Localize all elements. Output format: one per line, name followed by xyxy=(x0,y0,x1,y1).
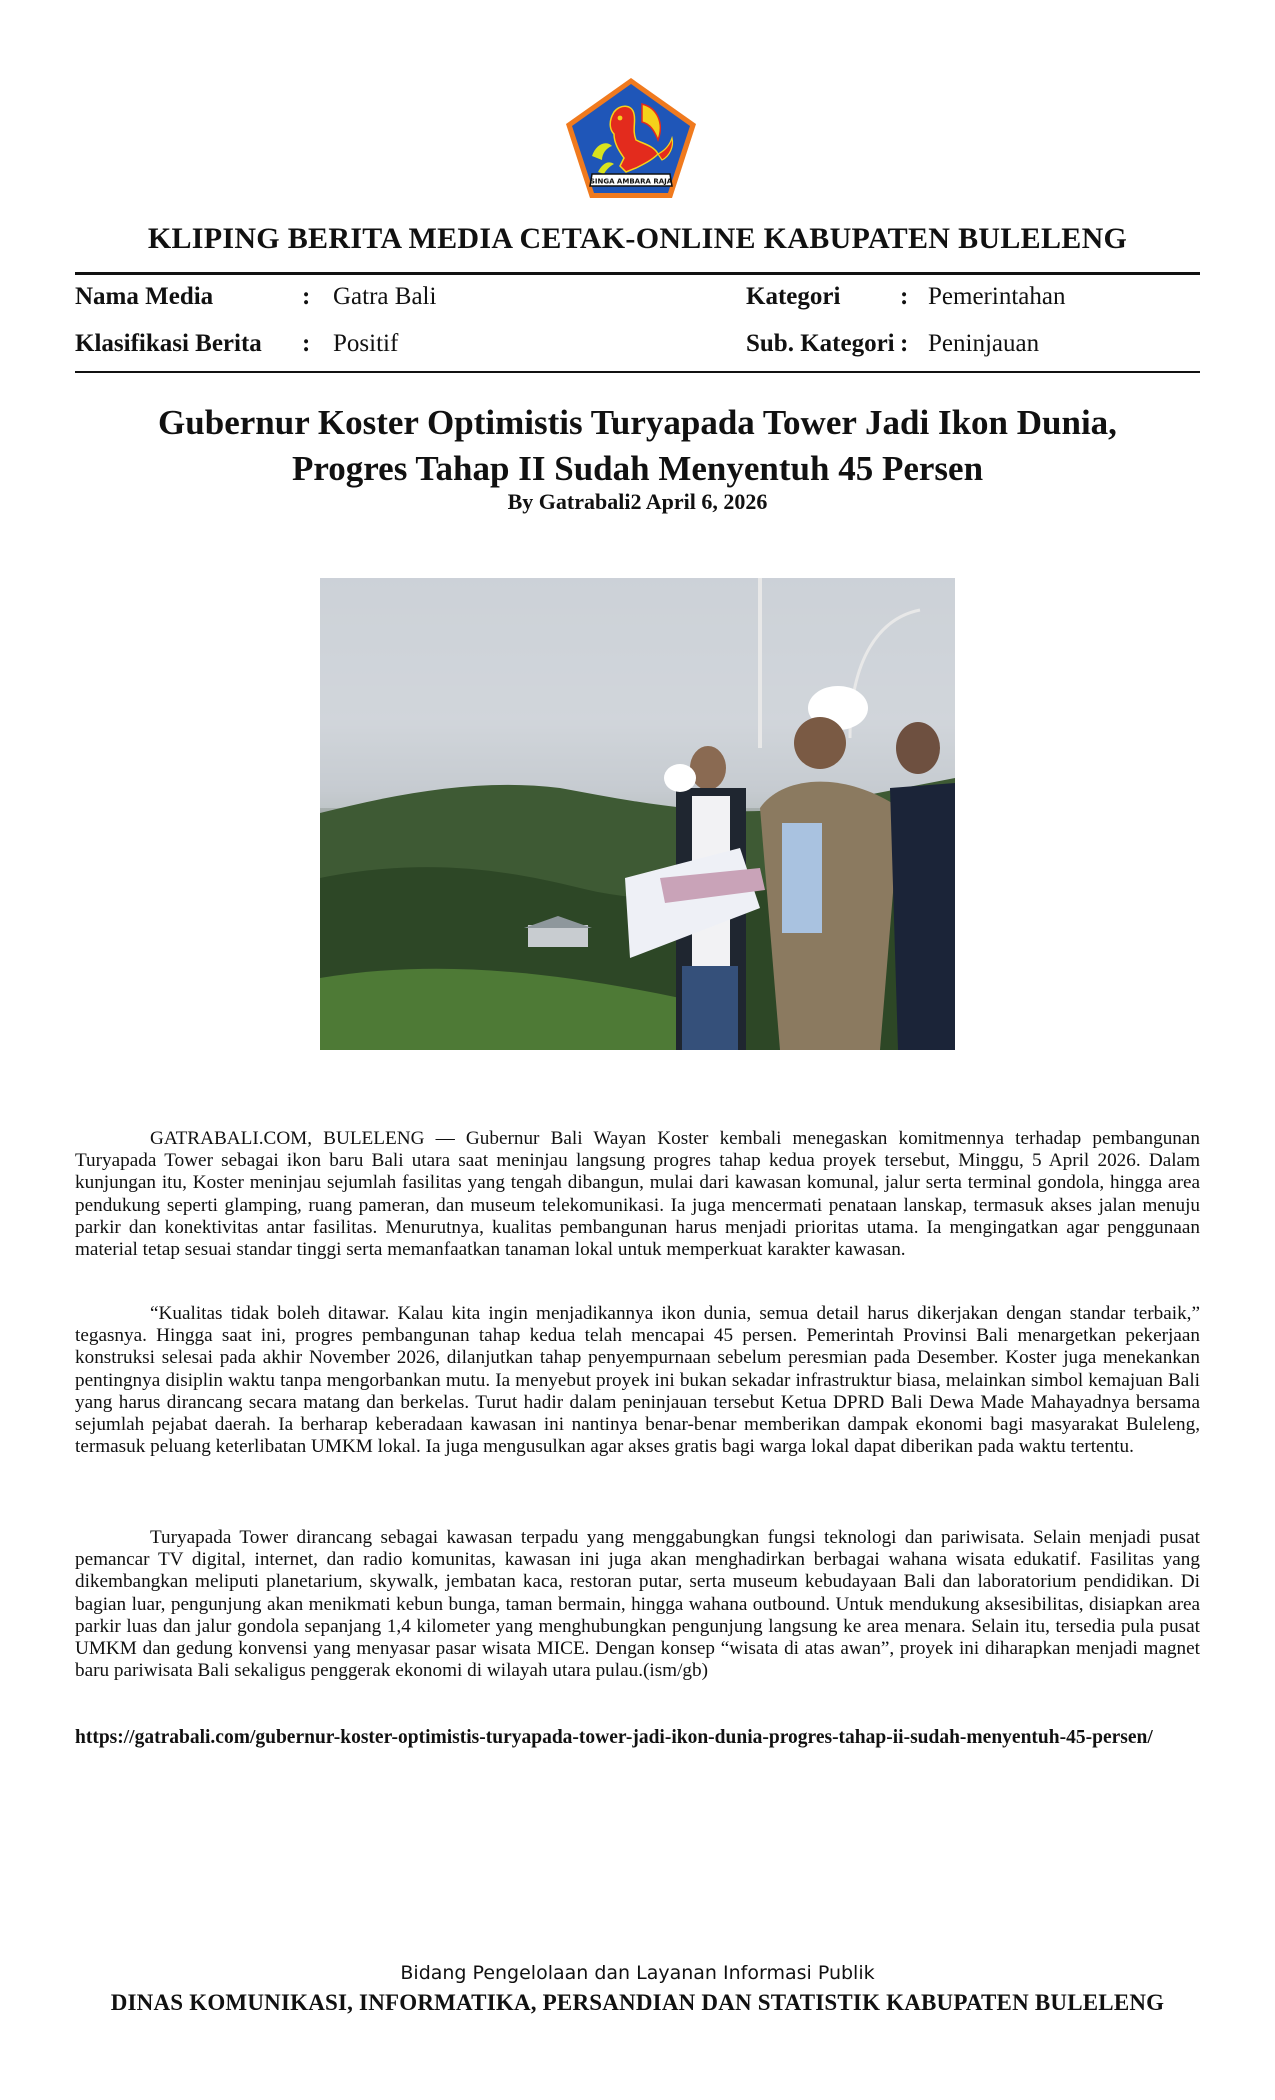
meta-value: Peninjauan xyxy=(928,330,1040,357)
header-divider-bottom xyxy=(75,371,1200,373)
meta-label: Kategori xyxy=(746,283,841,310)
header-divider-top xyxy=(75,272,1200,275)
article-paragraph-text: GATRABALI.COM, BULELENG — Gubernur Bali Wayan Koster kembali menegaskan komitmennya terhadap pembangunan Turyapada Tower sebagai ikon baru Bali utara saat meninjau langsung progres tahap kedua proyek tersebut, Minggu, 5 April 2026. Dalam kunjungan itu, Koster meninjau sejumlah fasilitas yang tengah dibangun, mulai dari kawasan komunal, jalur serta terminal gondola, hingga area pendukung seperti glamping, ruang pameran, dan museum telekomunikasi. Ia juga mencermati penataan lanskap, termasuk akses jalan menuju parkir dan konektivitas antar fasilitas. Menurutnya, kualitas pembangunan harus menjadi prioritas utama. Ia mengingatkan agar penggunaan material tetap sesuai standar tinggi serta memanfaatkan tanaman lokal untuk memperkuat karakter kawasan. xyxy=(75,1128,1200,1261)
article-title-line: Gubernur Koster Optimistis Turyapada Tower Jadi Ikon Dunia, xyxy=(158,403,1117,442)
article-paragraph xyxy=(75,1128,1200,1261)
article-photo xyxy=(320,578,955,1050)
buleleng-crest-logo xyxy=(562,74,700,202)
meta-colon: : xyxy=(900,283,909,310)
buleleng-crest-icon xyxy=(562,74,700,202)
article-paragraph xyxy=(75,1527,1200,1682)
article-title xyxy=(100,400,1175,492)
meta-label: Klasifikasi Berita xyxy=(75,330,262,357)
meta-label: Nama Media xyxy=(75,283,214,310)
meta-colon: : xyxy=(302,283,311,310)
meta-colon: : xyxy=(302,330,311,357)
logo-motto: SINGA AMBARA RAJA xyxy=(589,177,673,186)
meta-colon: : xyxy=(900,330,909,357)
meta-value: Pemerintahan xyxy=(928,283,1066,310)
meta-label: Sub. Kategori xyxy=(746,330,895,357)
source-url-link[interactable]: https://gatrabali.com/gubernur-koster-optimistis-turyapada-tower-jadi-ikon-dunia-progres-tahap-ii-sudah-menyentuh-45-persen/ xyxy=(75,1727,1153,1748)
meta-value: Positif xyxy=(333,330,399,357)
article-paragraph-text: Turyapada Tower dirancang sebagai kawasan terpadu yang menggabungkan fungsi teknologi dan pariwisata. Selain menjadi pusat pemancar TV digital, internet, dan radio komunitas, kawasan ini juga akan menghadirkan berbagai wahana wisata edukatif. Fasilitas yang dikembangkan meliputi planetarium, skywalk, jembatan kaca, restoran putar, serta museum kebudayaan Bali dan laboratorium pendidikan. Di bagian luar, pengunjung akan menikmati kebun bunga, taman bermain, hingga wahana outbound. Untuk mendukung aksesibilitas, disiapkan area parkir luas dan jalur gondola sepanjang 1,4 kilometer yang menghubungkan pengunjung langsung ke area menara. Selain itu, tersedia pula pusat UMKM dan gedung konvensi yang menyasar pasar wisata MICE. Dengan konsep “wisata di atas awan”, proyek ini diharapkan menjadi magnet baru pariwisata Bali sekaligus penggerak ekonomi di wilayah utara pulau.(ism/gb) xyxy=(75,1527,1200,1682)
article-title-line: Progres Tahap II Sudah Menyentuh 45 Persen xyxy=(291,449,984,488)
article-paragraph-text: “Kualitas tidak boleh ditawar. Kalau kita ingin menjadikannya ikon dunia, semua detail harus dikerjakan dengan standar terbaik,” tegasnya. Hingga saat ini, progres pembangunan tahap kedua telah mencapai 45 persen. Pemerintah Provinsi Bali menargetkan pekerjaan konstruksi selesai pada akhir November 2026, dilanjutkan tahap penyempurnaan sebelum peresmian pada Desember. Koster juga menekankan pentingnya disiplin waktu tanpa mengorbankan mutu. Ia menyebut proyek ini bukan sekadar infrastruktur biasa, melainkan simbol kemajuan Bali yang harus dirancang secara matang dan berkelas. Turut hadir dalam peninjauan tersebut Ketua DPRD Bali Dewa Made Mahayadnya bersama sejumlah pejabat daerah. Ia berharap keberadaan kawasan ini nantinya benar-benar memberikan dampak ekonomi bagi masyarakat Buleleng, termasuk peluang keterlibatan UMKM lokal. Ia juga mengusulkan agar akses gratis bagi warga lokal dapat diberikan pada waktu tertentu. xyxy=(75,1303,1200,1458)
meta-value: Gatra Bali xyxy=(333,283,437,310)
page-title: KLIPING BERITA MEDIA CETAK-ONLINE KABUPATEN BULELENG xyxy=(147,222,1128,255)
footer-agency: DINAS KOMUNIKASI, INFORMATIKA, PERSANDIAN DAN STATISTIK KABUPATEN BULELENG xyxy=(110,1990,1165,2015)
footer-subtitle: Bidang Pengelolaan dan Layanan Informasi Publik xyxy=(400,1962,875,1984)
article-byline: By Gatrabali2 April 6, 2026 xyxy=(507,489,768,514)
article-paragraph xyxy=(75,1303,1200,1458)
